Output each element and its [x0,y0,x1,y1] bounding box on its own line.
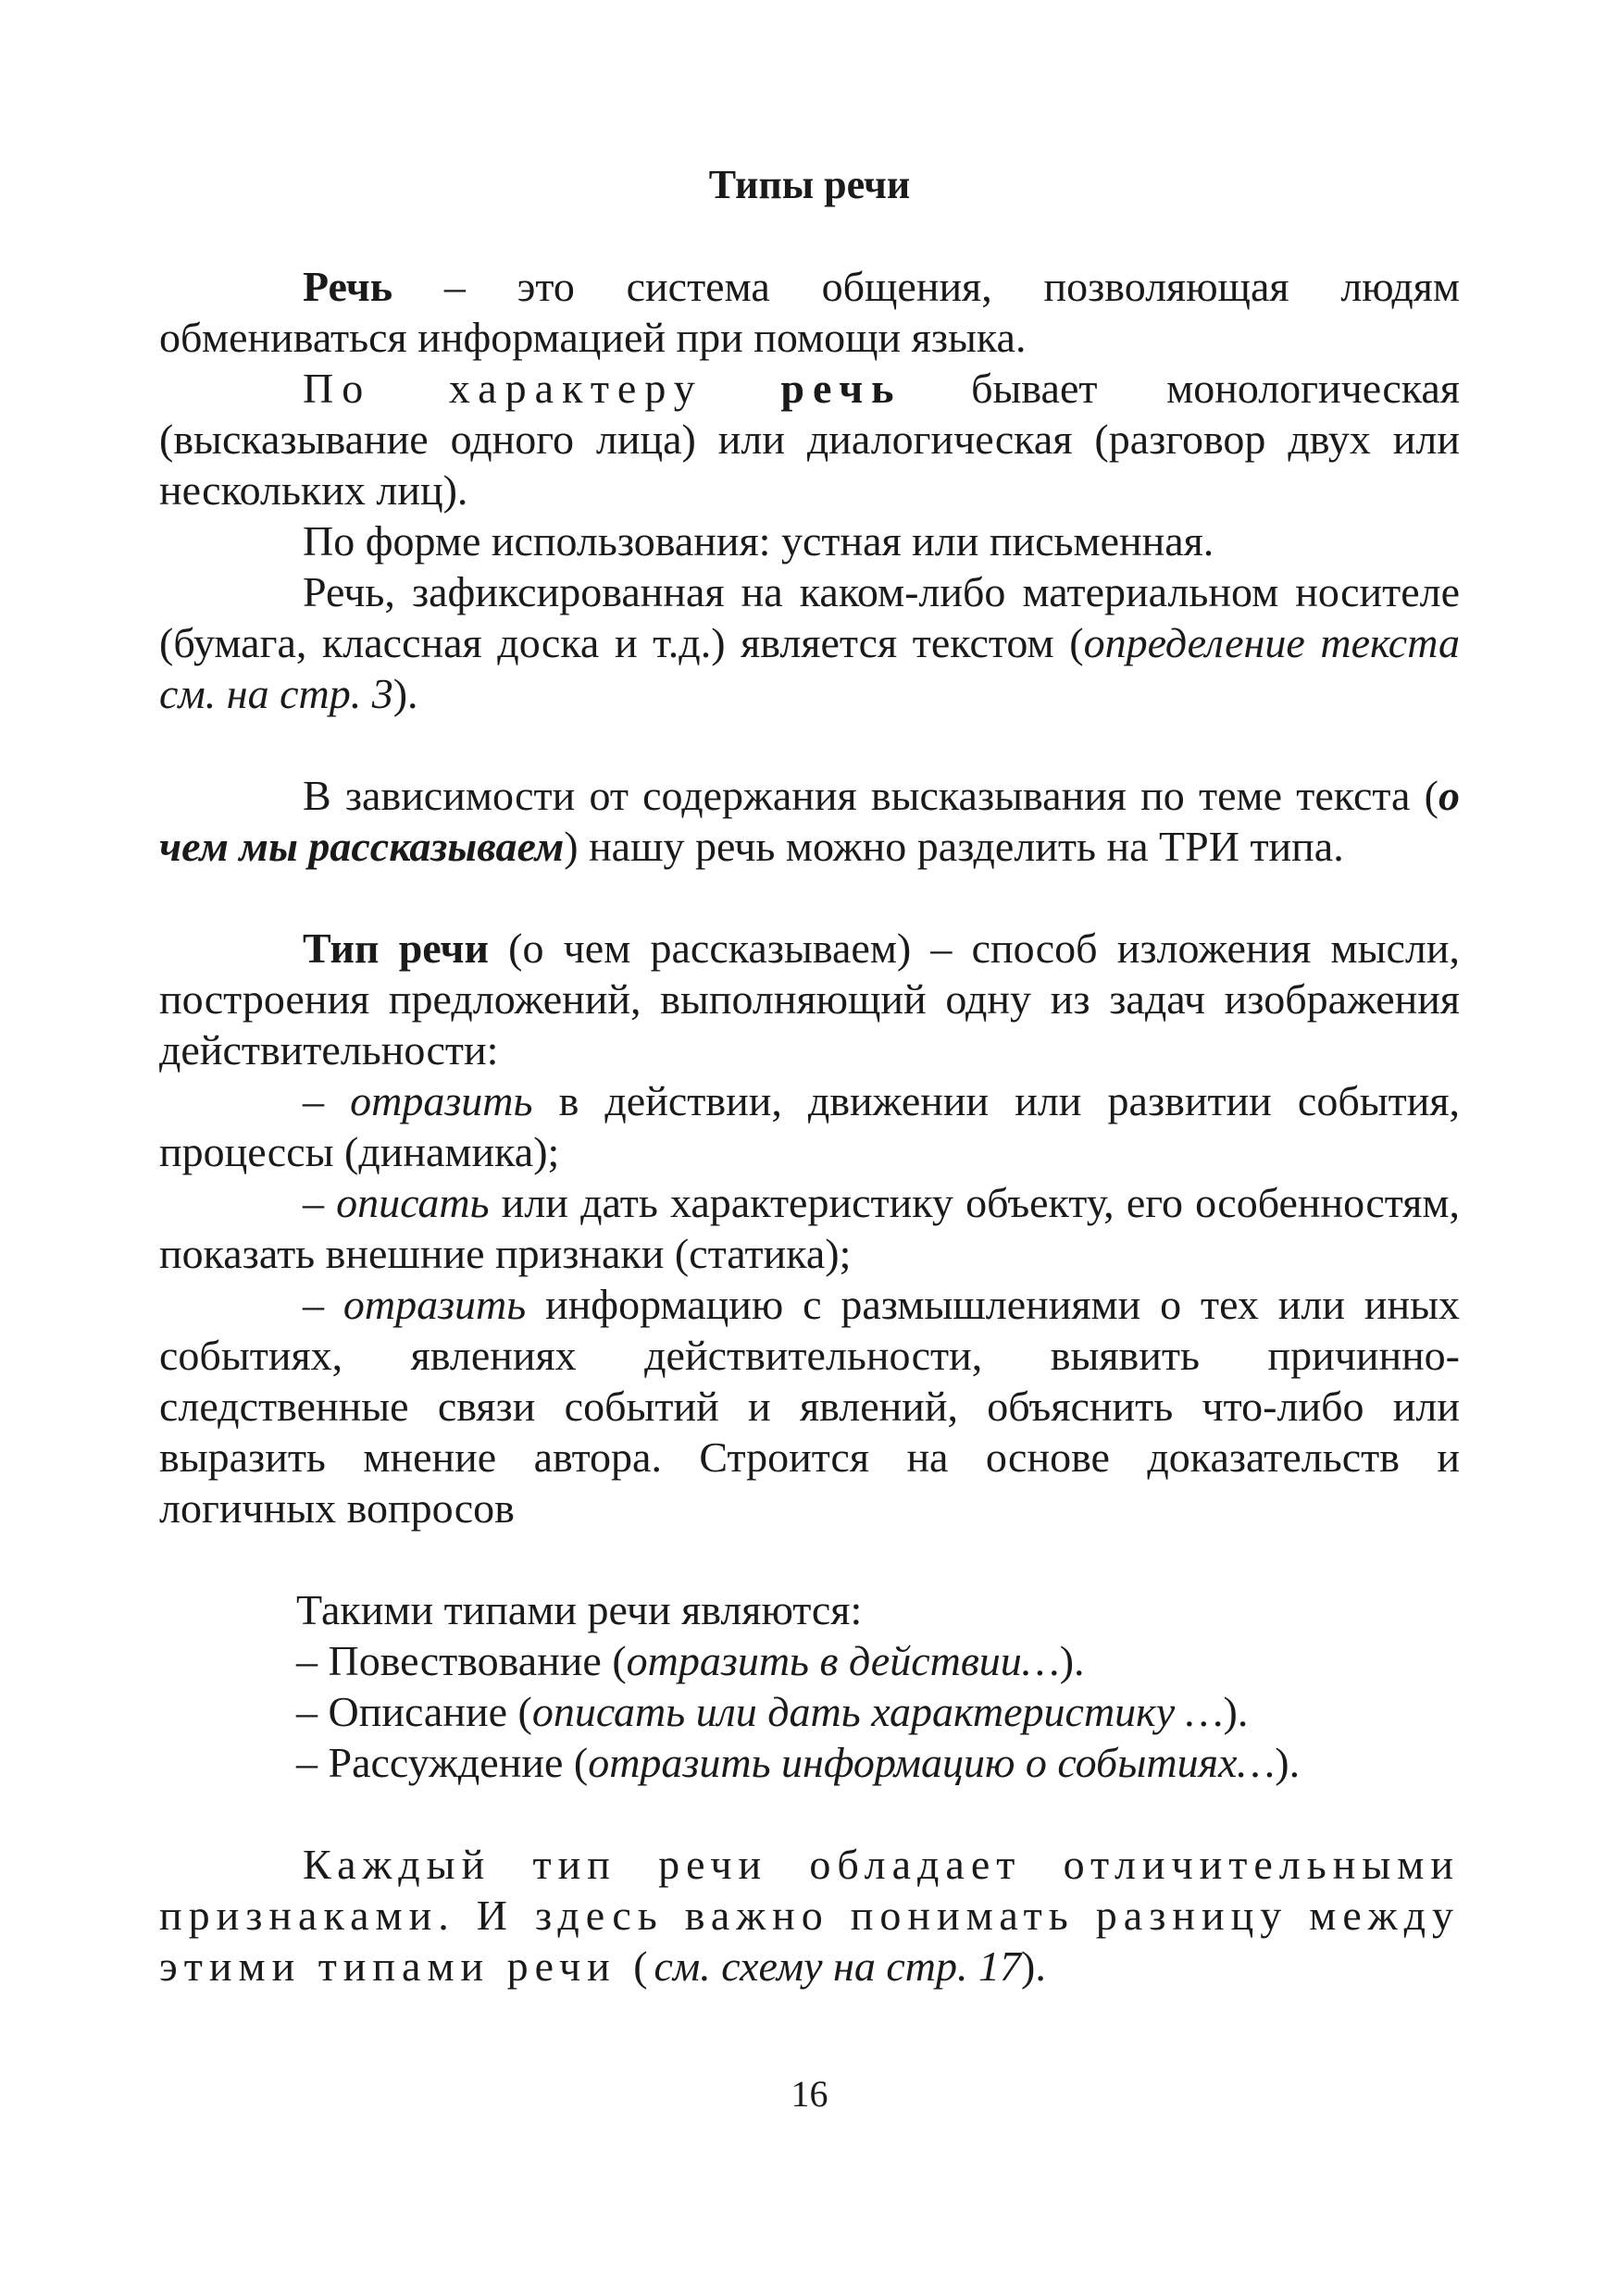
type-end: ). [1275,1739,1301,1786]
type-end: ). [1223,1688,1249,1735]
task-dash: – [303,1281,343,1328]
dependency-lead: В зависимости от содержания высказывания по теме текста ( [303,772,1438,819]
type-name: – Описание ( [296,1688,532,1735]
type-name: – Повествование ( [296,1637,627,1684]
task-item [159,1177,1460,1279]
type-hint: описать или дать характеристику … [531,1688,1224,1735]
page-content [159,157,1460,1992]
closing-end: ). [1021,1942,1046,1990]
closing-text: Каждый тип речи обладает отличительными признаками. И здесь важно понимать разницу между этими типами речи ( [159,1841,1460,1990]
type-list-item [159,1686,1460,1737]
character-paragraph [159,363,1460,515]
task-item [159,1075,1460,1177]
task-text: или дать характеристику объекту, его особенностям, показать внешние признаки (статика); [159,1179,1460,1277]
task-text: в действии, движении или развитии события, процессы (динамика); [159,1077,1461,1175]
types-intro: Такими типами речи являются: [296,1586,863,1633]
dependency-paragraph [159,770,1460,872]
page-title: Типы речи [708,162,911,207]
speech-type-text: (о чем рассказываем) – способ изложения мысли, построения предложений, выполняющий одну из задач изображения действительности: [159,925,1460,1074]
text-definition-end: ). [392,670,418,717]
task-verb: описать [336,1179,490,1226]
task-dash: – [303,1077,351,1124]
definition-text: – это система общения, позволяющая людям обмениваться информацией при помощи языка. [159,263,1460,361]
type-name: – Рассуждение ( [296,1739,589,1786]
character-lead: По характеру [303,365,781,412]
definition-paragraph [159,261,1460,363]
task-verb: отразить [342,1281,527,1328]
task-dash: – [303,1179,337,1226]
type-end: ). [1059,1637,1085,1684]
type-list-item [159,1635,1460,1686]
task-text: информацию с размышлениями о тех или иных событиях, явлениях действительности, выявить причинно-следственные связи событий и явлений, объяснить что-либо или выразить мнение автора. Строится на основе доказательств и логичных вопросов [159,1281,1460,1532]
closing-reference: см. схему на стр. 17 [654,1942,1022,1990]
task-verb: отразить [350,1077,533,1124]
speech-type-definition [159,923,1460,1075]
term-speech-type: Тип речи [303,925,490,972]
dependency-tail: ) нашу речь можно разделить на ТРИ типа. [564,823,1344,870]
text-definition-body: Речь, зафиксированная на каком-либо материальном носителе (бумага, классная доска и т.д.) является текстом ( [159,568,1460,666]
page-number: 16 [791,2073,828,2115]
task-item [159,1279,1460,1533]
term-speech: Речь [303,263,393,310]
type-hint: отразить в действии… [626,1637,1060,1684]
type-list-item [159,1737,1460,1788]
form-paragraph: По форме использования: устная или письменная. [303,517,1214,565]
text-definition-reference: определение текста см. на стр. 3 [159,619,1460,717]
dependency-emphasis: о чем мы рассказываем [159,772,1460,870]
type-hint: отразить информацию о событиях… [588,1739,1276,1786]
term-speech-bold: речь [780,365,903,412]
character-text: бывает монологическая (высказывание одного лица) или диалогическая (разговор двух или нескольких лиц). [159,365,1460,514]
text-definition-paragraph [159,566,1460,719]
closing-paragraph [159,1839,1460,1992]
